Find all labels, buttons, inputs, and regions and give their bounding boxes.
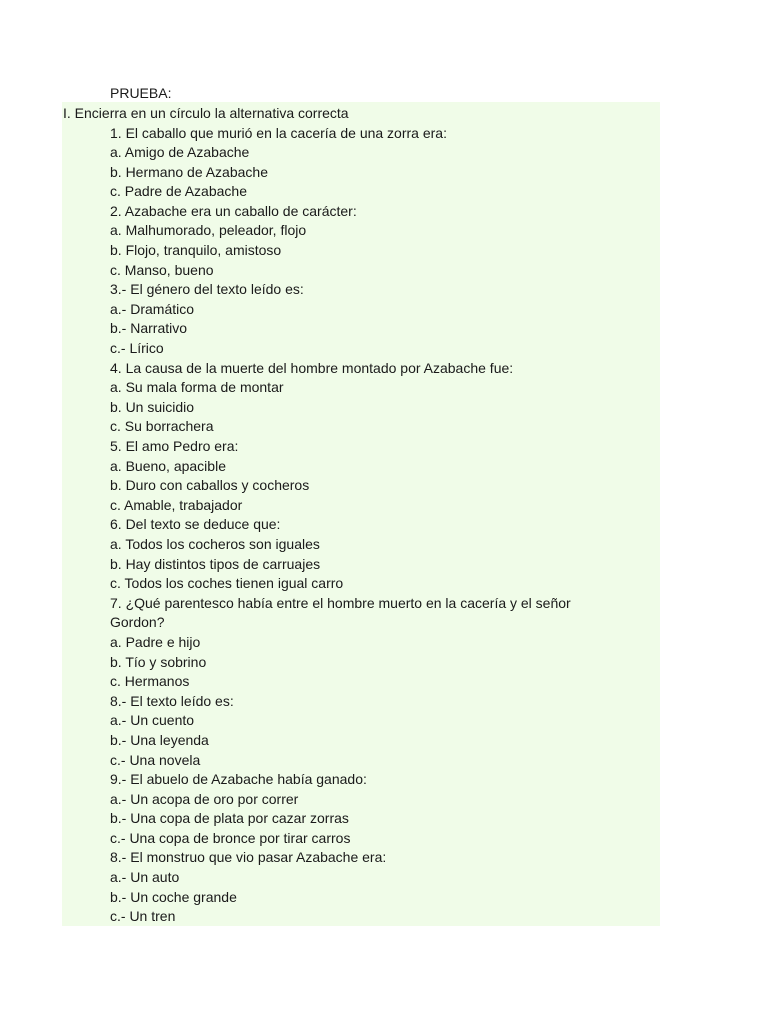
text-line: a. Amigo de Azabache	[110, 144, 250, 161]
text-line: Gordon?	[110, 614, 165, 631]
question-list	[110, 124, 655, 927]
text-line: a.- Un acopa de oro por correr	[110, 790, 299, 807]
text-line: c. Hermanos	[110, 673, 190, 690]
text-line: b. Duro con caballos y cocheros	[110, 477, 310, 494]
text-line: c. Manso, bueno	[110, 261, 214, 278]
text-line: a. Bueno, apacible	[110, 457, 226, 474]
text-line: c.- Una novela	[110, 751, 201, 768]
text-line: c. Todos los coches tienen igual carro	[110, 575, 344, 592]
text-line: 8.- El texto leído es:	[110, 692, 234, 709]
text-line: c.- Una copa de bronce por tirar carros	[110, 829, 351, 846]
text-line: b.- Una leyenda	[110, 731, 209, 748]
text-line: b. Tío y sobrino	[110, 653, 207, 670]
text-line: 8.- El monstruo que vio pasar Azabache era:	[110, 849, 387, 866]
text-line: b.- Una copa de plata por cazar zorras	[110, 810, 349, 827]
text-line: a. Su mala forma de montar	[110, 379, 284, 396]
text-line: b. Hay distintos tipos de carruajes	[110, 555, 321, 572]
text-line: b. Flojo, tranquilo, amistoso	[110, 242, 282, 259]
text-line: 3.- El género del texto leído es:	[110, 281, 304, 298]
text-line: 4. La causa de la muerte del hombre montado por Azabache fue:	[110, 359, 514, 376]
text-line: b. Un suicidio	[110, 398, 195, 415]
text-line: c. Padre de Azabache	[110, 183, 247, 200]
text-line: b.- Narrativo	[110, 320, 188, 337]
page-title: PRUEBA:	[110, 85, 172, 101]
text-line: c.- Un tren	[110, 908, 176, 925]
text-line: 1. El caballo que murió en la cacería de una zorra era:	[110, 124, 447, 141]
text-line: 7. ¿Qué parentesco había entre el hombre muerto en la cacería y el señor	[110, 594, 571, 611]
text-line: c. Amable, trabajador	[110, 496, 243, 513]
text-line: 5. El amo Pedro era:	[110, 438, 239, 454]
text-line: a.- Un auto	[110, 869, 180, 886]
text-line: c. Su borrachera	[110, 418, 214, 435]
text-line: b.- Un coche grande	[110, 888, 237, 905]
text-line: a. Todos los cocheros son iguales	[110, 535, 320, 552]
text-line: 9.- El abuelo de Azabache había ganado:	[110, 771, 367, 788]
text-line: a.- Dramático	[110, 300, 195, 317]
text-line: b. Hermano de Azabache	[110, 163, 268, 180]
text-line: c.- Lírico	[110, 340, 164, 357]
text-line: a. Padre e hijo	[110, 633, 201, 650]
instruction-line: I. Encierra en un círculo la alternativa correcta	[63, 105, 349, 121]
text-line: 6. Del texto se deduce que:	[110, 516, 281, 533]
text-line: a. Malhumorado, peleador, flojo	[110, 222, 307, 239]
text-line: 2. Azabache era un caballo de carácter:	[110, 202, 357, 219]
text-line: a.- Un cuento	[110, 712, 195, 729]
